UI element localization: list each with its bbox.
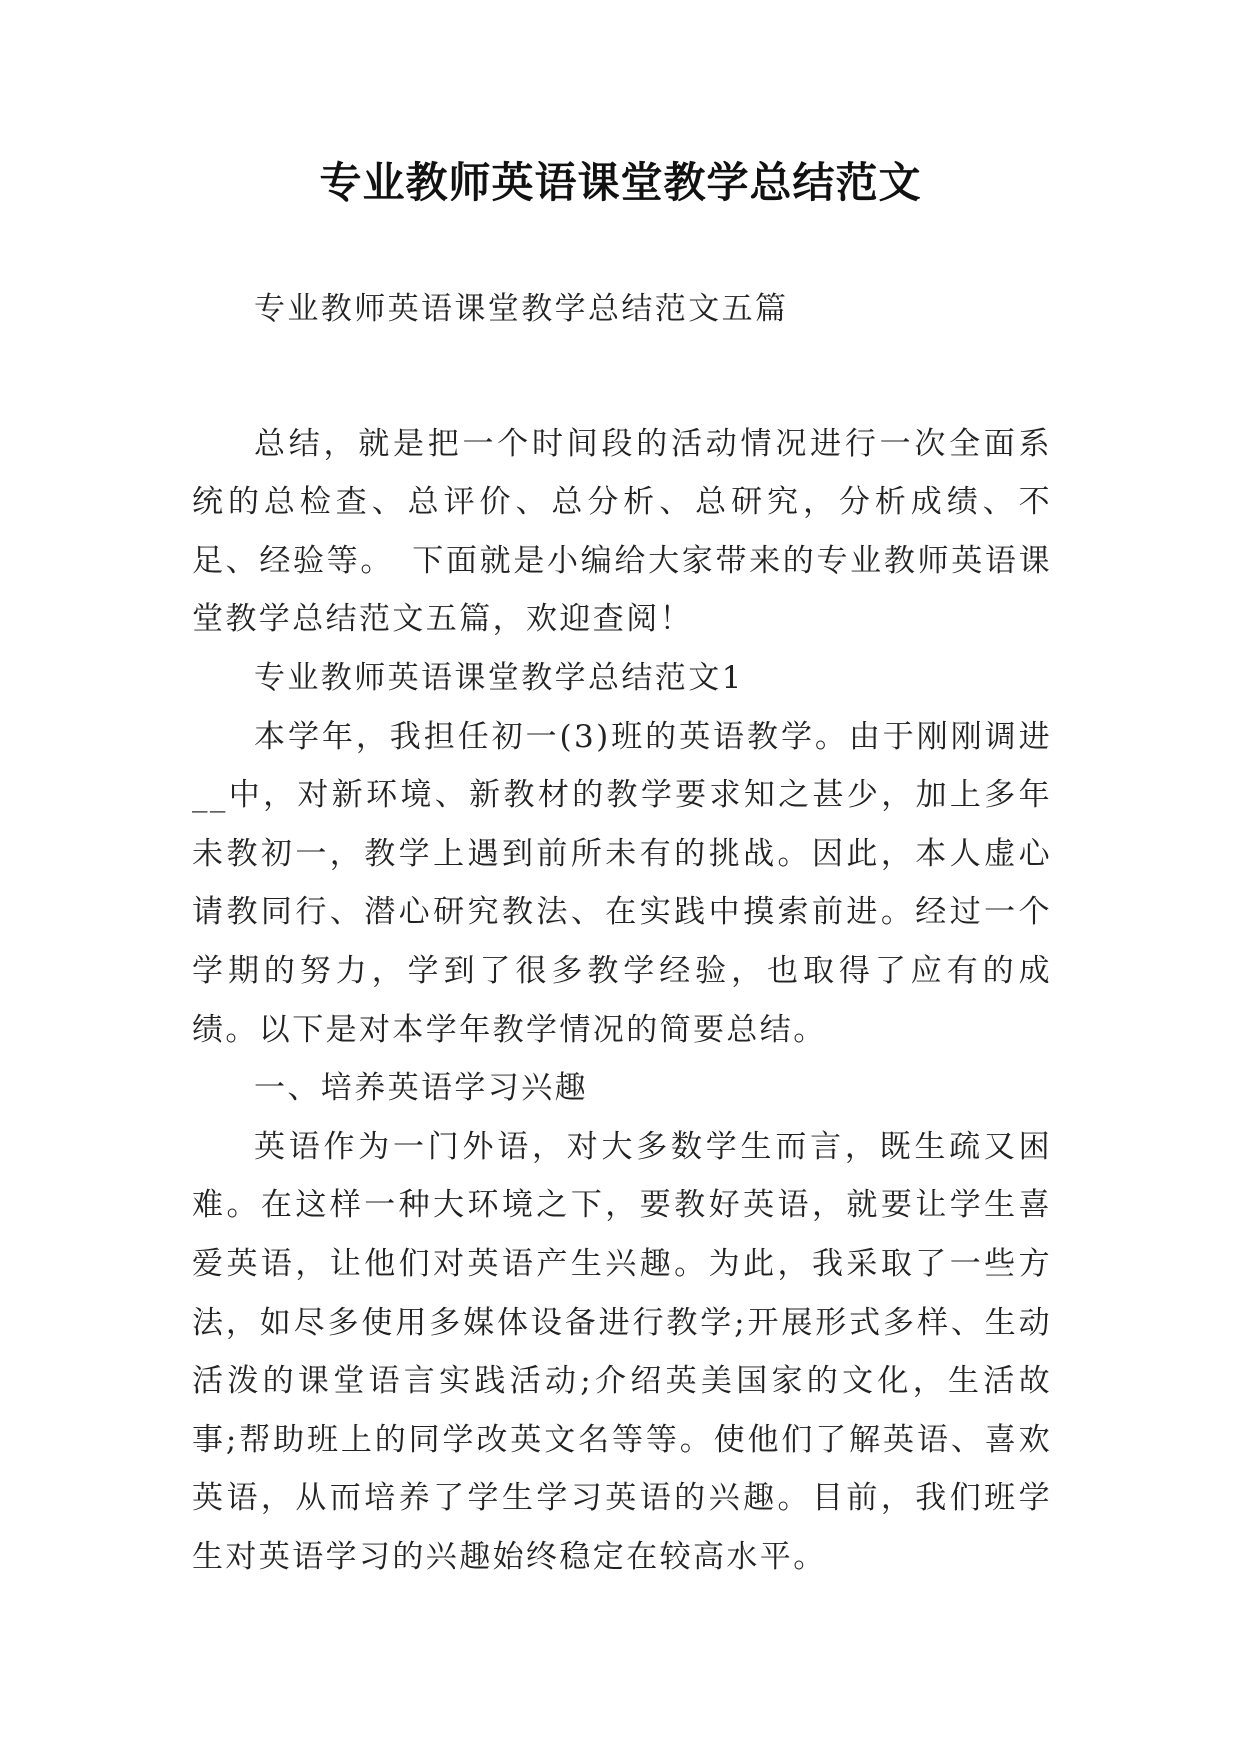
document-body <box>192 280 1052 1586</box>
subtitle-paragraph: 专业教师英语课堂教学总结范文五篇 <box>254 291 789 327</box>
intro-paragraph: 总结，就是把一个时间段的活动情况进行一次全面系统的总检查、总评价、总分析、总研究，分析成绩、不足、经验等。 下面就是小编给大家带来的专业教师英语课堂教学总结范文五篇，欢迎查阅！ <box>192 425 1052 638</box>
section-heading-interest: 一、培养英语学习兴趣 <box>254 1070 588 1107</box>
section-heading-sample-1: 专业教师英语课堂教学总结范文1 <box>254 659 744 696</box>
body-paragraph-overview: 本学年，我担任初一(3)班的英语教学。由于刚刚调进__中，对新环境、新教材的教学要求知之甚少，加上多年未教初一，教学上遇到前所未有的挑战。因此，本人虚心请教同行、潜心研究教法、在实践中摸索前进。经过一个学期的努力，学到了很多教学经验，也取得了应有的成绩。以下是对本学年教学情况的简要总结。 <box>192 718 1052 1048</box>
body-paragraph-interest: 英语作为一门外语，对大多数学生而言，既生疏又困难。在这样一种大环境之下，要教好英语，就要让学生喜爱英语，让他们对英语产生兴趣。为此，我采取了一些方法，如尽多使用多媒体设备进行教学;开展形式多样、生动活泼的课堂语言实践活动;介绍英美国家的文化，生活故事;帮助班上的同学改英文名等等。使他们了解英语、喜欢英语，从而培养了学生学习英语的兴趣。目前，我们班学生对英语学习的兴趣始终稳定在较高水平。 <box>192 1128 1052 1575</box>
document-title: 专业教师英语课堂教学总结范文 <box>319 158 922 207</box>
